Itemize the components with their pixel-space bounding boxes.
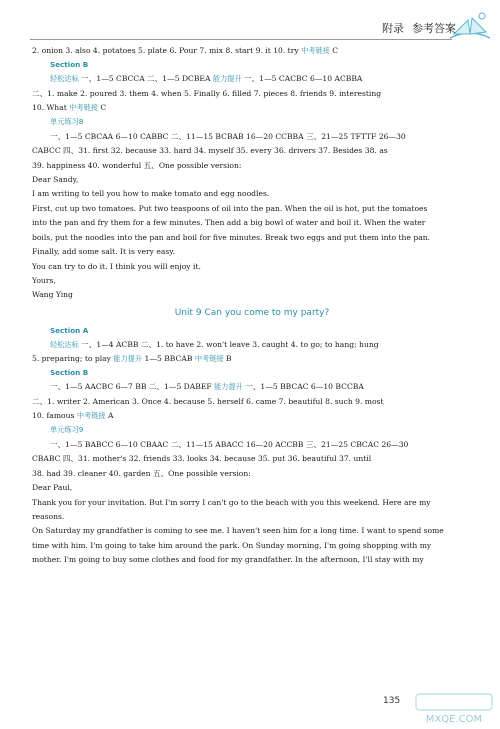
exercise-label: 轻松达标 (50, 339, 79, 349)
answer-text: You can try to do it. I think you will enjoy it. (32, 261, 201, 271)
unit-title: Unit 9 Can you come to my party? (174, 307, 330, 318)
answer-text: CABCC 四、31. first 32. because 33. hard 34. myself 35. every 36. drivers 37. Besides 38. as (32, 146, 388, 156)
answer-content (32, 44, 472, 568)
answer-text: 一、1—4 ACBB 二、1. to have 2. won't leave 3. caught 4. to go; to hang; hung (78, 339, 379, 349)
text-line (32, 539, 472, 553)
exercise-label: 中考链接 (76, 410, 106, 420)
answer-text: C (97, 102, 107, 112)
header-answer-key: 参考答案 (412, 22, 456, 35)
text-line (32, 260, 472, 274)
answer-text: A (105, 410, 114, 420)
answer-text: boils, put the noodles into the pan and boil for five minutes. Break two eggs and put them into the pan. (32, 232, 431, 242)
book-decoration-icon (446, 8, 494, 44)
text-line (32, 187, 472, 201)
text-line (50, 438, 472, 452)
answer-text: B (223, 354, 232, 364)
text-line (32, 510, 472, 524)
text-line (32, 44, 472, 58)
answer-text: 10. What (32, 102, 70, 112)
answer-text: Dear Paul, (32, 483, 73, 493)
text-line (32, 159, 472, 173)
text-line (32, 144, 472, 158)
answer-text: 38. had 39. cleaner 40. garden 五、One possible version: (32, 468, 251, 478)
answer-text: First, cut up two tomatoes. Put two teaspoons of oil into the pan. When the oil is hot, put the tomatoes (32, 203, 428, 213)
text-line (50, 72, 472, 86)
answer-text: 一、1—5 BABCC 6—10 CBAAC 二、11—15 ABACC 16—20 ACCBB 三、21—25 CBCAC 26—30 (50, 439, 409, 449)
text-line (32, 496, 472, 510)
header-appendix: 附录 (382, 22, 404, 35)
text-line (32, 481, 472, 495)
exercise-label: 能力提升 (214, 382, 243, 392)
text-line (32, 101, 472, 115)
text-line (32, 452, 472, 466)
answer-text: Thank you for your invitation. But I'm sorry I can't go to the beach with you this weekend. Here are my (32, 497, 431, 507)
text-line (32, 553, 472, 567)
text-line (32, 352, 472, 366)
answer-text: Dear Sandy, (32, 175, 79, 185)
answer-text: time with him. I'm going to take him around the park. On Sunday morning, I'm going shopping with my (32, 540, 432, 550)
watermark-text: MXQE.COM (425, 714, 483, 725)
exercise-label: 单元练习8 (50, 117, 84, 127)
answer-text: 2. onion 3. also 4. potatoes 5. plate 6. Pour 7. mix 8. start 9. it 10. try (32, 46, 302, 55)
answer-text: 一、1—5 CACBC 6—10 ACBBA (241, 74, 363, 84)
answer-text: 一、1—5 CBCAA 6—10 CABBC 二、11—15 BCBAB 16—20 CCBBA 三、21—25 TFTTF 26—30 (50, 131, 406, 141)
answer-text: On Saturday my grandfather is coming to see me. I haven't seen him for a long time. I want to spend some (32, 526, 444, 536)
text-line (50, 338, 472, 352)
text-line (32, 87, 472, 101)
answer-text: C (329, 46, 339, 55)
answer-text: 一、1—5 AACBC 6—7 BB 二、1—5 DABEF (50, 382, 215, 392)
answer-text: 1—5 BBCAB (142, 354, 195, 364)
header-rule (30, 39, 452, 40)
text-line (32, 245, 472, 259)
answer-text: 39. happiness 40. wonderful 五、One possible version: (32, 160, 242, 170)
answer-text: 10. famous (32, 410, 77, 420)
text-line (32, 202, 472, 216)
text-line (32, 231, 472, 245)
exercise-label: 单元练习9 (50, 425, 84, 435)
answer-text: into the pan and fry them for a few minutes. Then add a big bowl of water and boil it. When the water (32, 218, 426, 228)
page-number: 135 (383, 696, 401, 706)
answer-text: mother. I'm going to buy some clothes and food for my grandfather. In the afternoon, I'll stay with my (32, 555, 424, 565)
exercise-label: 轻松达标 (50, 74, 79, 84)
text-line (32, 216, 472, 230)
answer-text: CBABC 四、31. mother's 32. friends 33. looks 34. because 35. put 36. beautiful 37. until (32, 454, 372, 464)
text-line (32, 274, 472, 288)
section-heading: Section B (50, 60, 89, 70)
answer-text: Wang Ying (32, 290, 73, 300)
section-heading: Section B (50, 368, 89, 378)
answer-text: 二、1. writer 2. American 3. Once 4. because 5. herself 6. came 7. beautiful 8. such 9. most (32, 396, 384, 406)
answer-text: Yours, (32, 276, 56, 285)
watermark-logo-icon (410, 690, 498, 726)
answer-text: 一、1—5 BBCAC 6—10 BCCBA (242, 382, 364, 392)
answer-text: 一、1—5 CBCCA 二、1—5 DCBEA (78, 74, 213, 84)
section-heading: Section A (50, 325, 89, 335)
text-line (50, 115, 472, 129)
text-line (32, 524, 472, 538)
text-line (32, 409, 472, 423)
text-line (50, 380, 472, 394)
answer-text: I am writing to tell you how to make tomato and egg noodles. (32, 189, 270, 199)
page-header (382, 20, 456, 40)
text-line (50, 130, 472, 144)
text-line (32, 173, 472, 187)
answer-text: 5. preparing; to play (32, 354, 114, 364)
answer-text: reasons. (32, 511, 65, 521)
text-line (32, 395, 472, 409)
text-line (32, 467, 472, 481)
answer-text: 二、1. make 2. poured 3. them 4. when 5. Finally 6. filled 7. pieces 8. friends 9. interesting (32, 88, 382, 98)
exercise-label: 能力提升 (113, 354, 143, 364)
exercise-label: 中考链接 (194, 354, 224, 364)
text-line (32, 288, 472, 302)
answer-text: Finally, add some salt. It is very easy. (32, 247, 175, 257)
exercise-label: 中考链接 (301, 46, 330, 55)
exercise-label: 能力提升 (212, 74, 242, 84)
exercise-label: 中考链接 (69, 102, 98, 112)
text-line (50, 423, 472, 437)
